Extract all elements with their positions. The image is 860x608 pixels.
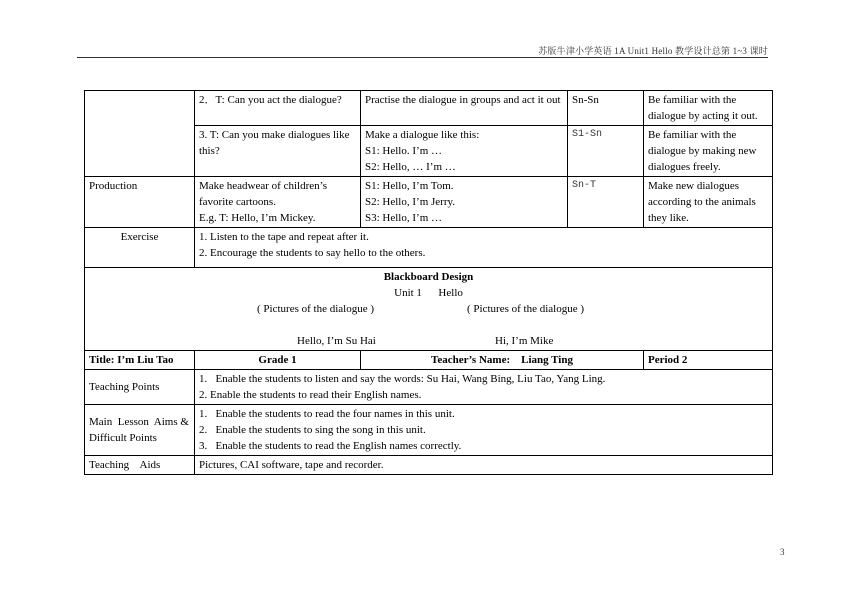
main-aims-label: Main Lesson Aims & Difficult Points — [85, 405, 195, 456]
blackboard-greeting-left: Hello, I’m Su Hai — [297, 335, 376, 347]
stage-cell — [85, 91, 195, 177]
activity-row — [85, 91, 773, 126]
exercise-content: 1. Listen to the tape and repeat after it. 2. Encourage the students to say hello to the others. — [195, 228, 773, 268]
exercise-label: Exercise — [85, 228, 195, 268]
stage-cell: Production — [85, 177, 195, 228]
teacher-activity: Make headwear of children’s favorite cartoons. E.g. T: Hello, I’m Mickey. — [195, 177, 361, 228]
activity-row — [85, 177, 773, 228]
lesson-title: Title: I’m Liu Tao — [85, 351, 195, 370]
interaction-mode: Sn-T — [568, 177, 644, 228]
lesson-grade: Grade 1 — [195, 351, 361, 370]
purpose: Make new dialogues according to the animals they like. — [644, 177, 773, 228]
header-rule — [77, 57, 768, 58]
teaching-points-row — [85, 370, 773, 405]
main-aims-content: 1. Enable the students to read the four names in this unit. 2. Enable the students to sing the song in this unit. 3. Enable the students to read the English names correctly. — [195, 405, 773, 456]
exercise-row — [85, 228, 773, 268]
blackboard-picture-left: ( Pictures of the dialogue ) — [257, 303, 374, 315]
page-header: 苏版牛津小学英语 1A Unit1 Hello 教学设计总第 1~3 课时 — [538, 46, 768, 56]
blackboard-picture-right: ( Pictures of the dialogue ) — [467, 303, 584, 315]
blackboard-row — [85, 268, 773, 351]
blackboard-greeting-right: Hi, I’m Mike — [495, 335, 554, 347]
teaching-aids-label: Teaching Aids — [85, 456, 195, 475]
interaction-mode: Sn-Sn — [568, 91, 644, 126]
purpose: Be familiar with the dialogue by acting it out. — [644, 91, 773, 126]
purpose: Be familiar with the dialogue by making new dialogues freely. — [644, 126, 773, 177]
teacher-activity: 3. T: Can you make dialogues like this? — [195, 126, 361, 177]
blackboard-design — [85, 268, 773, 351]
student-activity: Practise the dialogue in groups and act it out — [361, 91, 568, 126]
student-activity: S1: Hello, I’m Tom. S2: Hello, I’m Jerry. S3: Hello, I’m … — [361, 177, 568, 228]
main-aims-row — [85, 405, 773, 456]
interaction-mode: S1-Sn — [568, 126, 644, 177]
teaching-points-label: Teaching Points — [85, 370, 195, 405]
blackboard-unit: Unit 1 Hello — [394, 287, 463, 299]
teaching-aids-row — [85, 456, 773, 475]
blackboard-title: Blackboard Design — [383, 271, 474, 283]
teacher-activity: 2．T: Can you act the dialogue? — [195, 91, 361, 126]
teacher-name: Teacher’s Name: Liang Ting — [361, 351, 644, 370]
lesson-plan-table — [84, 90, 773, 475]
lesson-period: Period 2 — [644, 351, 773, 370]
lesson-title-row — [85, 351, 773, 370]
teaching-points-content: 1. Enable the students to listen and say the words: Su Hai, Wang Bing, Liu Tao, Yang Ling. 2. Enable the students to read their English names. — [195, 370, 773, 405]
teaching-aids-content: Pictures, CAI software, tape and recorder. — [195, 456, 773, 475]
page-number: 3 — [780, 547, 785, 557]
student-activity: Make a dialogue like this: S1: Hello. I’m … S2: Hello, … I’m … — [361, 126, 568, 177]
